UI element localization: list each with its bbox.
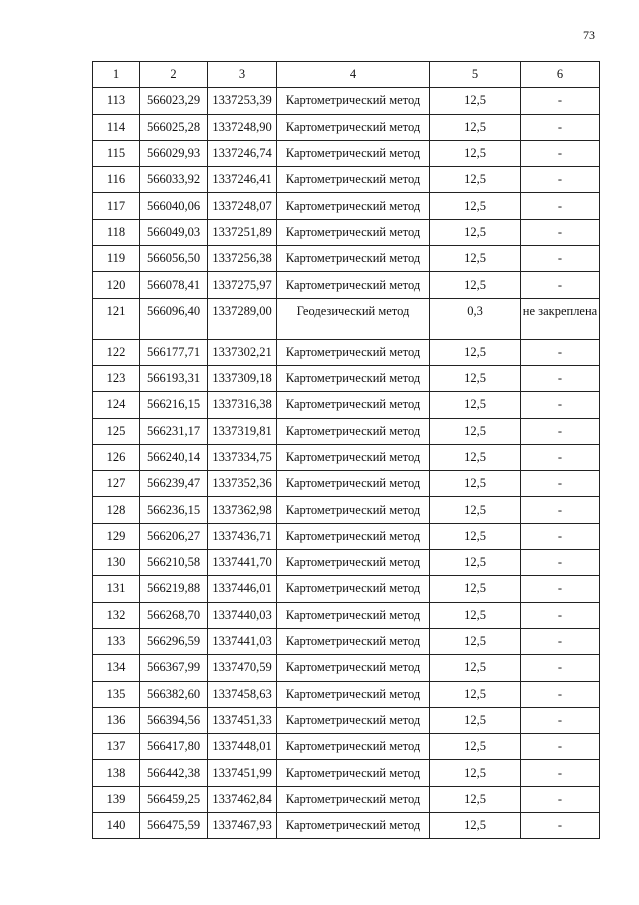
header-col-4: 4: [277, 62, 430, 88]
cell-method: Картометрический метод: [277, 550, 430, 576]
cell-y-coordinate: 1337441,70: [208, 550, 277, 576]
cell-method: Картометрический метод: [277, 497, 430, 523]
cell-point-number: 135: [93, 681, 140, 707]
cell-fixing-note: не закреплена: [521, 298, 600, 339]
cell-fixing-note: -: [521, 628, 600, 654]
cell-accuracy: 12,5: [430, 444, 521, 470]
cell-fixing-note: -: [521, 272, 600, 298]
cell-x-coordinate: 566367,99: [140, 655, 208, 681]
cell-accuracy: 0,3: [430, 298, 521, 339]
cell-fixing-note: -: [521, 655, 600, 681]
cell-fixing-note: -: [521, 497, 600, 523]
cell-point-number: 128: [93, 497, 140, 523]
cell-y-coordinate: 1337470,59: [208, 655, 277, 681]
cell-fixing-note: -: [521, 523, 600, 549]
cell-accuracy: 12,5: [430, 392, 521, 418]
table-header-row: [93, 62, 600, 88]
cell-accuracy: 12,5: [430, 246, 521, 272]
cell-y-coordinate: 1337440,03: [208, 602, 277, 628]
cell-method: Картометрический метод: [277, 339, 430, 365]
cell-accuracy: 12,5: [430, 219, 521, 245]
cell-method: Картометрический метод: [277, 471, 430, 497]
cell-accuracy: 12,5: [430, 365, 521, 391]
cell-y-coordinate: 1337319,81: [208, 418, 277, 444]
cell-y-coordinate: 1337362,98: [208, 497, 277, 523]
table-row: [93, 365, 600, 391]
cell-x-coordinate: 566382,60: [140, 681, 208, 707]
cell-point-number: 118: [93, 219, 140, 245]
cell-point-number: 133: [93, 628, 140, 654]
cell-method: Картометрический метод: [277, 681, 430, 707]
cell-y-coordinate: 1337275,97: [208, 272, 277, 298]
header-col-2: 2: [140, 62, 208, 88]
cell-point-number: 123: [93, 365, 140, 391]
cell-point-number: 113: [93, 88, 140, 114]
cell-y-coordinate: 1337246,41: [208, 167, 277, 193]
table-row: [93, 734, 600, 760]
cell-fixing-note: -: [521, 760, 600, 786]
cell-point-number: 137: [93, 734, 140, 760]
header-col-5: 5: [430, 62, 521, 88]
cell-y-coordinate: 1337246,74: [208, 140, 277, 166]
cell-fixing-note: -: [521, 734, 600, 760]
table-row: [93, 140, 600, 166]
cell-y-coordinate: 1337251,89: [208, 219, 277, 245]
cell-x-coordinate: 566219,88: [140, 576, 208, 602]
table-row: [93, 444, 600, 470]
cell-fixing-note: -: [521, 88, 600, 114]
cell-point-number: 119: [93, 246, 140, 272]
table-body: [93, 88, 600, 839]
table-row: [93, 272, 600, 298]
table-row: [93, 471, 600, 497]
cell-accuracy: 12,5: [430, 471, 521, 497]
cell-method: Картометрический метод: [277, 272, 430, 298]
cell-method: Картометрический метод: [277, 786, 430, 812]
cell-point-number: 115: [93, 140, 140, 166]
cell-fixing-note: -: [521, 114, 600, 140]
cell-y-coordinate: 1337256,38: [208, 246, 277, 272]
cell-method: Картометрический метод: [277, 576, 430, 602]
cell-accuracy: 12,5: [430, 140, 521, 166]
cell-method: Картометрический метод: [277, 655, 430, 681]
cell-fixing-note: -: [521, 602, 600, 628]
cell-point-number: 122: [93, 339, 140, 365]
cell-point-number: 126: [93, 444, 140, 470]
cell-fixing-note: -: [521, 339, 600, 365]
cell-point-number: 129: [93, 523, 140, 549]
cell-method: Картометрический метод: [277, 365, 430, 391]
cell-accuracy: 12,5: [430, 272, 521, 298]
cell-y-coordinate: 1337334,75: [208, 444, 277, 470]
cell-point-number: 120: [93, 272, 140, 298]
cell-fixing-note: -: [521, 219, 600, 245]
table-row: [93, 88, 600, 114]
cell-accuracy: 12,5: [430, 760, 521, 786]
table-row: [93, 813, 600, 839]
cell-fixing-note: -: [521, 681, 600, 707]
table-row: [93, 628, 600, 654]
table-row: [93, 681, 600, 707]
table-row: [93, 167, 600, 193]
cell-accuracy: 12,5: [430, 418, 521, 444]
cell-x-coordinate: 566417,80: [140, 734, 208, 760]
cell-accuracy: 12,5: [430, 681, 521, 707]
cell-x-coordinate: 566096,40: [140, 298, 208, 339]
cell-method: Картометрический метод: [277, 444, 430, 470]
cell-fixing-note: -: [521, 444, 600, 470]
cell-point-number: 127: [93, 471, 140, 497]
cell-y-coordinate: 1337448,01: [208, 734, 277, 760]
cell-fixing-note: -: [521, 167, 600, 193]
cell-method: Картометрический метод: [277, 707, 430, 733]
cell-accuracy: 12,5: [430, 550, 521, 576]
cell-point-number: 125: [93, 418, 140, 444]
cell-y-coordinate: 1337458,63: [208, 681, 277, 707]
cell-x-coordinate: 566459,25: [140, 786, 208, 812]
cell-x-coordinate: 566049,03: [140, 219, 208, 245]
cell-point-number: 131: [93, 576, 140, 602]
cell-accuracy: 12,5: [430, 628, 521, 654]
cell-point-number: 116: [93, 167, 140, 193]
page-number: 73: [583, 28, 595, 42]
cell-method: Картометрический метод: [277, 114, 430, 140]
cell-method: Картометрический метод: [277, 813, 430, 839]
cell-y-coordinate: 1337352,36: [208, 471, 277, 497]
cell-point-number: 140: [93, 813, 140, 839]
cell-method: Картометрический метод: [277, 418, 430, 444]
table-row: [93, 418, 600, 444]
table-row: [93, 246, 600, 272]
cell-x-coordinate: 566025,28: [140, 114, 208, 140]
cell-accuracy: 12,5: [430, 167, 521, 193]
cell-accuracy: 12,5: [430, 497, 521, 523]
cell-x-coordinate: 566210,58: [140, 550, 208, 576]
cell-y-coordinate: 1337289,00: [208, 298, 277, 339]
header-col-1: 1: [93, 62, 140, 88]
cell-y-coordinate: 1337302,21: [208, 339, 277, 365]
cell-point-number: 124: [93, 392, 140, 418]
cell-x-coordinate: 566475,59: [140, 813, 208, 839]
cell-x-coordinate: 566177,71: [140, 339, 208, 365]
cell-x-coordinate: 566239,47: [140, 471, 208, 497]
cell-y-coordinate: 1337451,99: [208, 760, 277, 786]
table-row: [93, 786, 600, 812]
cell-fixing-note: -: [521, 246, 600, 272]
cell-method: Картометрический метод: [277, 602, 430, 628]
cell-accuracy: 12,5: [430, 734, 521, 760]
cell-y-coordinate: 1337451,33: [208, 707, 277, 733]
cell-method: Картометрический метод: [277, 628, 430, 654]
cell-point-number: 139: [93, 786, 140, 812]
table-row: [93, 114, 600, 140]
cell-method: Картометрический метод: [277, 167, 430, 193]
cell-x-coordinate: 566216,15: [140, 392, 208, 418]
cell-accuracy: 12,5: [430, 523, 521, 549]
cell-y-coordinate: 1337467,93: [208, 813, 277, 839]
cell-x-coordinate: 566056,50: [140, 246, 208, 272]
cell-method: Картометрический метод: [277, 193, 430, 219]
table-row: [93, 576, 600, 602]
table-row: [93, 523, 600, 549]
cell-method: Картометрический метод: [277, 140, 430, 166]
cell-fixing-note: -: [521, 392, 600, 418]
cell-fixing-note: -: [521, 193, 600, 219]
cell-fixing-note: -: [521, 418, 600, 444]
cell-point-number: 130: [93, 550, 140, 576]
table-row: [93, 655, 600, 681]
cell-x-coordinate: 566268,70: [140, 602, 208, 628]
cell-method: Картометрический метод: [277, 88, 430, 114]
table-row: [93, 760, 600, 786]
table-row: [93, 339, 600, 365]
cell-point-number: 114: [93, 114, 140, 140]
cell-method: Картометрический метод: [277, 760, 430, 786]
cell-y-coordinate: 1337441,03: [208, 628, 277, 654]
cell-x-coordinate: 566394,56: [140, 707, 208, 733]
coordinates-table: [92, 61, 600, 839]
cell-point-number: 121: [93, 298, 140, 339]
table-row: [93, 497, 600, 523]
cell-method: Геодезический метод: [277, 298, 430, 339]
cell-accuracy: 12,5: [430, 707, 521, 733]
cell-y-coordinate: 1337309,18: [208, 365, 277, 391]
cell-fixing-note: -: [521, 140, 600, 166]
cell-fixing-note: -: [521, 813, 600, 839]
cell-accuracy: 12,5: [430, 576, 521, 602]
cell-x-coordinate: 566206,27: [140, 523, 208, 549]
cell-method: Картометрический метод: [277, 734, 430, 760]
cell-x-coordinate: 566296,59: [140, 628, 208, 654]
cell-x-coordinate: 566442,38: [140, 760, 208, 786]
cell-y-coordinate: 1337436,71: [208, 523, 277, 549]
table-row: [93, 193, 600, 219]
cell-fixing-note: -: [521, 550, 600, 576]
cell-y-coordinate: 1337462,84: [208, 786, 277, 812]
cell-point-number: 132: [93, 602, 140, 628]
table-row: [93, 707, 600, 733]
cell-x-coordinate: 566240,14: [140, 444, 208, 470]
cell-x-coordinate: 566231,17: [140, 418, 208, 444]
cell-y-coordinate: 1337253,39: [208, 88, 277, 114]
cell-x-coordinate: 566033,92: [140, 167, 208, 193]
header-col-6: 6: [521, 62, 600, 88]
cell-accuracy: 12,5: [430, 114, 521, 140]
cell-method: Картометрический метод: [277, 392, 430, 418]
cell-y-coordinate: 1337248,07: [208, 193, 277, 219]
cell-x-coordinate: 566040,06: [140, 193, 208, 219]
cell-accuracy: 12,5: [430, 786, 521, 812]
cell-accuracy: 12,5: [430, 88, 521, 114]
cell-method: Картометрический метод: [277, 246, 430, 272]
cell-accuracy: 12,5: [430, 655, 521, 681]
table-row: [93, 298, 600, 339]
cell-x-coordinate: 566193,31: [140, 365, 208, 391]
cell-x-coordinate: 566023,29: [140, 88, 208, 114]
cell-fixing-note: -: [521, 471, 600, 497]
cell-point-number: 134: [93, 655, 140, 681]
cell-fixing-note: -: [521, 786, 600, 812]
cell-y-coordinate: 1337446,01: [208, 576, 277, 602]
table-row: [93, 550, 600, 576]
cell-fixing-note: -: [521, 707, 600, 733]
header-col-3: 3: [208, 62, 277, 88]
cell-accuracy: 12,5: [430, 813, 521, 839]
cell-method: Картометрический метод: [277, 219, 430, 245]
cell-x-coordinate: 566078,41: [140, 272, 208, 298]
cell-fixing-note: -: [521, 576, 600, 602]
cell-x-coordinate: 566029,93: [140, 140, 208, 166]
cell-point-number: 117: [93, 193, 140, 219]
cell-accuracy: 12,5: [430, 193, 521, 219]
cell-y-coordinate: 1337316,38: [208, 392, 277, 418]
cell-accuracy: 12,5: [430, 339, 521, 365]
table-row: [93, 602, 600, 628]
table-row: [93, 219, 600, 245]
cell-point-number: 138: [93, 760, 140, 786]
table-row: [93, 392, 600, 418]
cell-accuracy: 12,5: [430, 602, 521, 628]
cell-method: Картометрический метод: [277, 523, 430, 549]
cell-x-coordinate: 566236,15: [140, 497, 208, 523]
cell-y-coordinate: 1337248,90: [208, 114, 277, 140]
cell-fixing-note: -: [521, 365, 600, 391]
cell-point-number: 136: [93, 707, 140, 733]
